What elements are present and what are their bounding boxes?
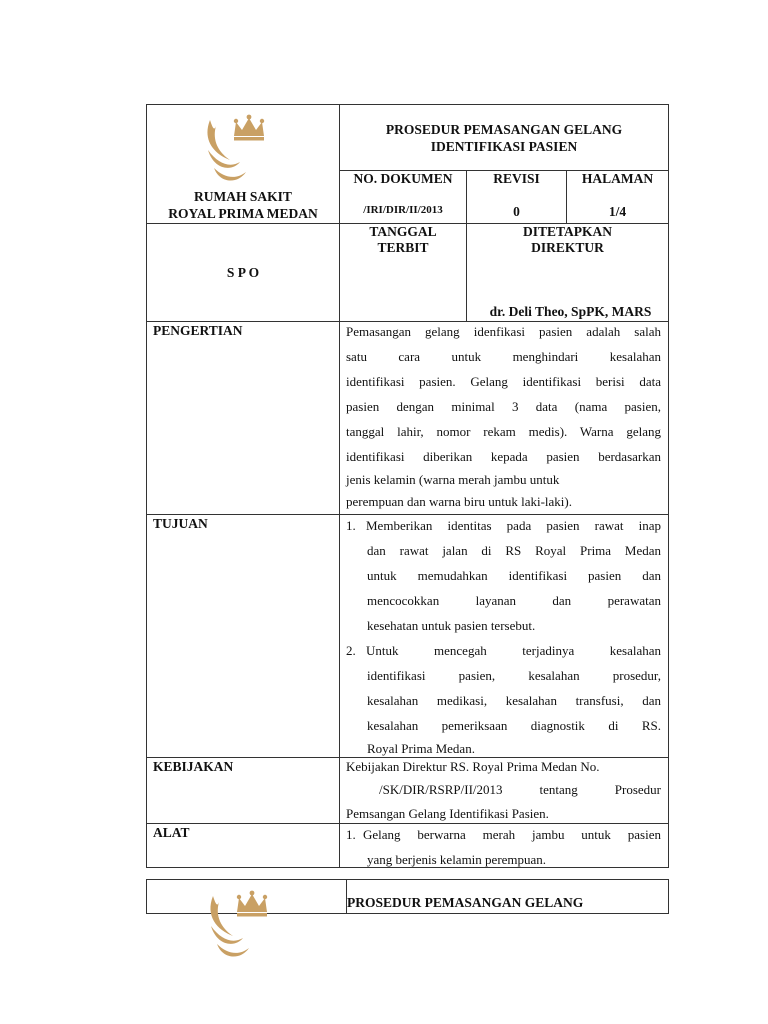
pengertian-line: tanggal lahir, nomor rekam medis). Warna gelang — [346, 424, 661, 439]
list-text: identifikasi pasien, kesalahan prosedur, — [367, 668, 661, 683]
tanggal-line1: TANGGAL — [369, 224, 437, 239]
table-border-right — [668, 104, 669, 868]
hospital-name-line2: ROYAL PRIMA MEDAN — [168, 206, 318, 221]
kebijakan-label: KEBIJAKAN — [153, 759, 234, 774]
list-item — [346, 822, 661, 847]
list-text: Memberikan identitas pada pasien rawat inap — [366, 518, 661, 533]
document-title-line1: PROSEDUR PEMASANGAN GELANG — [385, 122, 623, 137]
tanggal-line2: TERBIT — [377, 240, 429, 255]
pengertian-line: jenis kelamin (warna merah jambu untuk — [346, 472, 560, 487]
list-text: mencocokkan layanan dan perawatan — [367, 593, 661, 608]
kebijakan-line: /SK/DIR/RSRP/II/2013 tentang Prosedur — [379, 782, 661, 797]
column-divider — [339, 104, 340, 868]
crown-flame-logo-icon — [203, 886, 285, 964]
halaman-label: HALAMAN — [581, 171, 654, 186]
list-number: 1. — [346, 827, 356, 842]
spo-label: S P O — [226, 265, 260, 280]
hospital-name-line1: RUMAH SAKIT — [194, 189, 292, 204]
pengertian-line: identifikasi diberikan kepada pasien berdasarkan — [346, 449, 661, 464]
list-text: Untuk mencegah terjadinya kesalahan — [366, 643, 661, 658]
no-dokumen-label: NO. DOKUMEN — [353, 171, 453, 186]
list-text: kesalahan medikasi, kesalahan transfusi, dan — [367, 693, 661, 708]
hospital-logo-page2 — [203, 886, 285, 964]
kebijakan-line: Pemsangan Gelang Identifikasi Pasien. — [346, 806, 549, 821]
pengertian-line: pasien dengan minimal 3 data (nama pasien, — [346, 399, 661, 414]
tanggal-terbit — [340, 224, 466, 256]
ditetapkan-line2: DIREKTUR — [531, 240, 604, 255]
document-title — [340, 121, 668, 155]
list-text: kesalahan pemeriksaan diagnostik di RS. — [367, 718, 661, 733]
list-item — [346, 638, 661, 663]
kebijakan-line: Kebijakan Direktur RS. Royal Prima Medan No. — [346, 759, 600, 774]
hospital-logo — [200, 110, 282, 188]
pengertian-line: Pemasangan gelang idenfikasi pasien adalah salah — [346, 324, 661, 339]
halaman-value: 1/4 — [608, 204, 627, 219]
pengertian-text — [346, 319, 661, 513]
list-text: untuk memudahkan identifikasi pasien dan — [367, 568, 661, 583]
page2-document-title: PROSEDUR PEMASANGAN GELANG — [347, 895, 584, 910]
list-item — [346, 513, 661, 538]
ditetapkan-direktur — [467, 224, 668, 256]
page2-border-top — [146, 879, 669, 880]
pengertian-line: satu cara untuk menghindari kesalahan — [346, 349, 661, 364]
page2-border-left — [146, 879, 147, 914]
list-text: dan rawat jalan di RS Royal Prima Medan — [367, 543, 661, 558]
alat-list — [346, 822, 661, 872]
pengertian-line: identifikasi pasien. Gelang identifikasi berisi data — [346, 374, 661, 389]
list-text: yang berjenis kelamin perempuan. — [367, 852, 547, 867]
alat-label: ALAT — [153, 825, 190, 840]
ditetapkan-line1: DITETAPKAN — [522, 224, 612, 239]
list-text: kesehatan untuk pasien tersebut. — [367, 618, 536, 633]
crown-flame-logo-icon — [200, 110, 282, 188]
hospital-name — [147, 188, 339, 222]
pengertian-line: perempuan dan warna biru untuk laki-laki). — [346, 494, 572, 509]
document-title-line2: IDENTIFIKASI PASIEN — [430, 139, 578, 154]
list-number: 2. — [346, 643, 356, 658]
page2-border-right — [668, 879, 669, 914]
director-name: dr. Deli Theo, SpPK, MARS — [489, 304, 652, 319]
pengertian-label: PENGERTIAN — [153, 323, 243, 338]
revisi-label: REVISI — [493, 171, 540, 186]
no-dokumen-value: /IRI/DIR/II/2013 — [363, 204, 443, 216]
table-border-top — [146, 104, 669, 105]
tujuan-label: TUJUAN — [153, 516, 208, 531]
list-text: Royal Prima Medan. — [367, 741, 475, 756]
list-text: Gelang berwarna merah jambu untuk pasien — [363, 827, 661, 842]
tujuan-list — [346, 513, 661, 760]
list-number: 1. — [346, 518, 356, 533]
kebijakan-text — [346, 756, 661, 826]
revisi-value: 0 — [513, 204, 520, 219]
